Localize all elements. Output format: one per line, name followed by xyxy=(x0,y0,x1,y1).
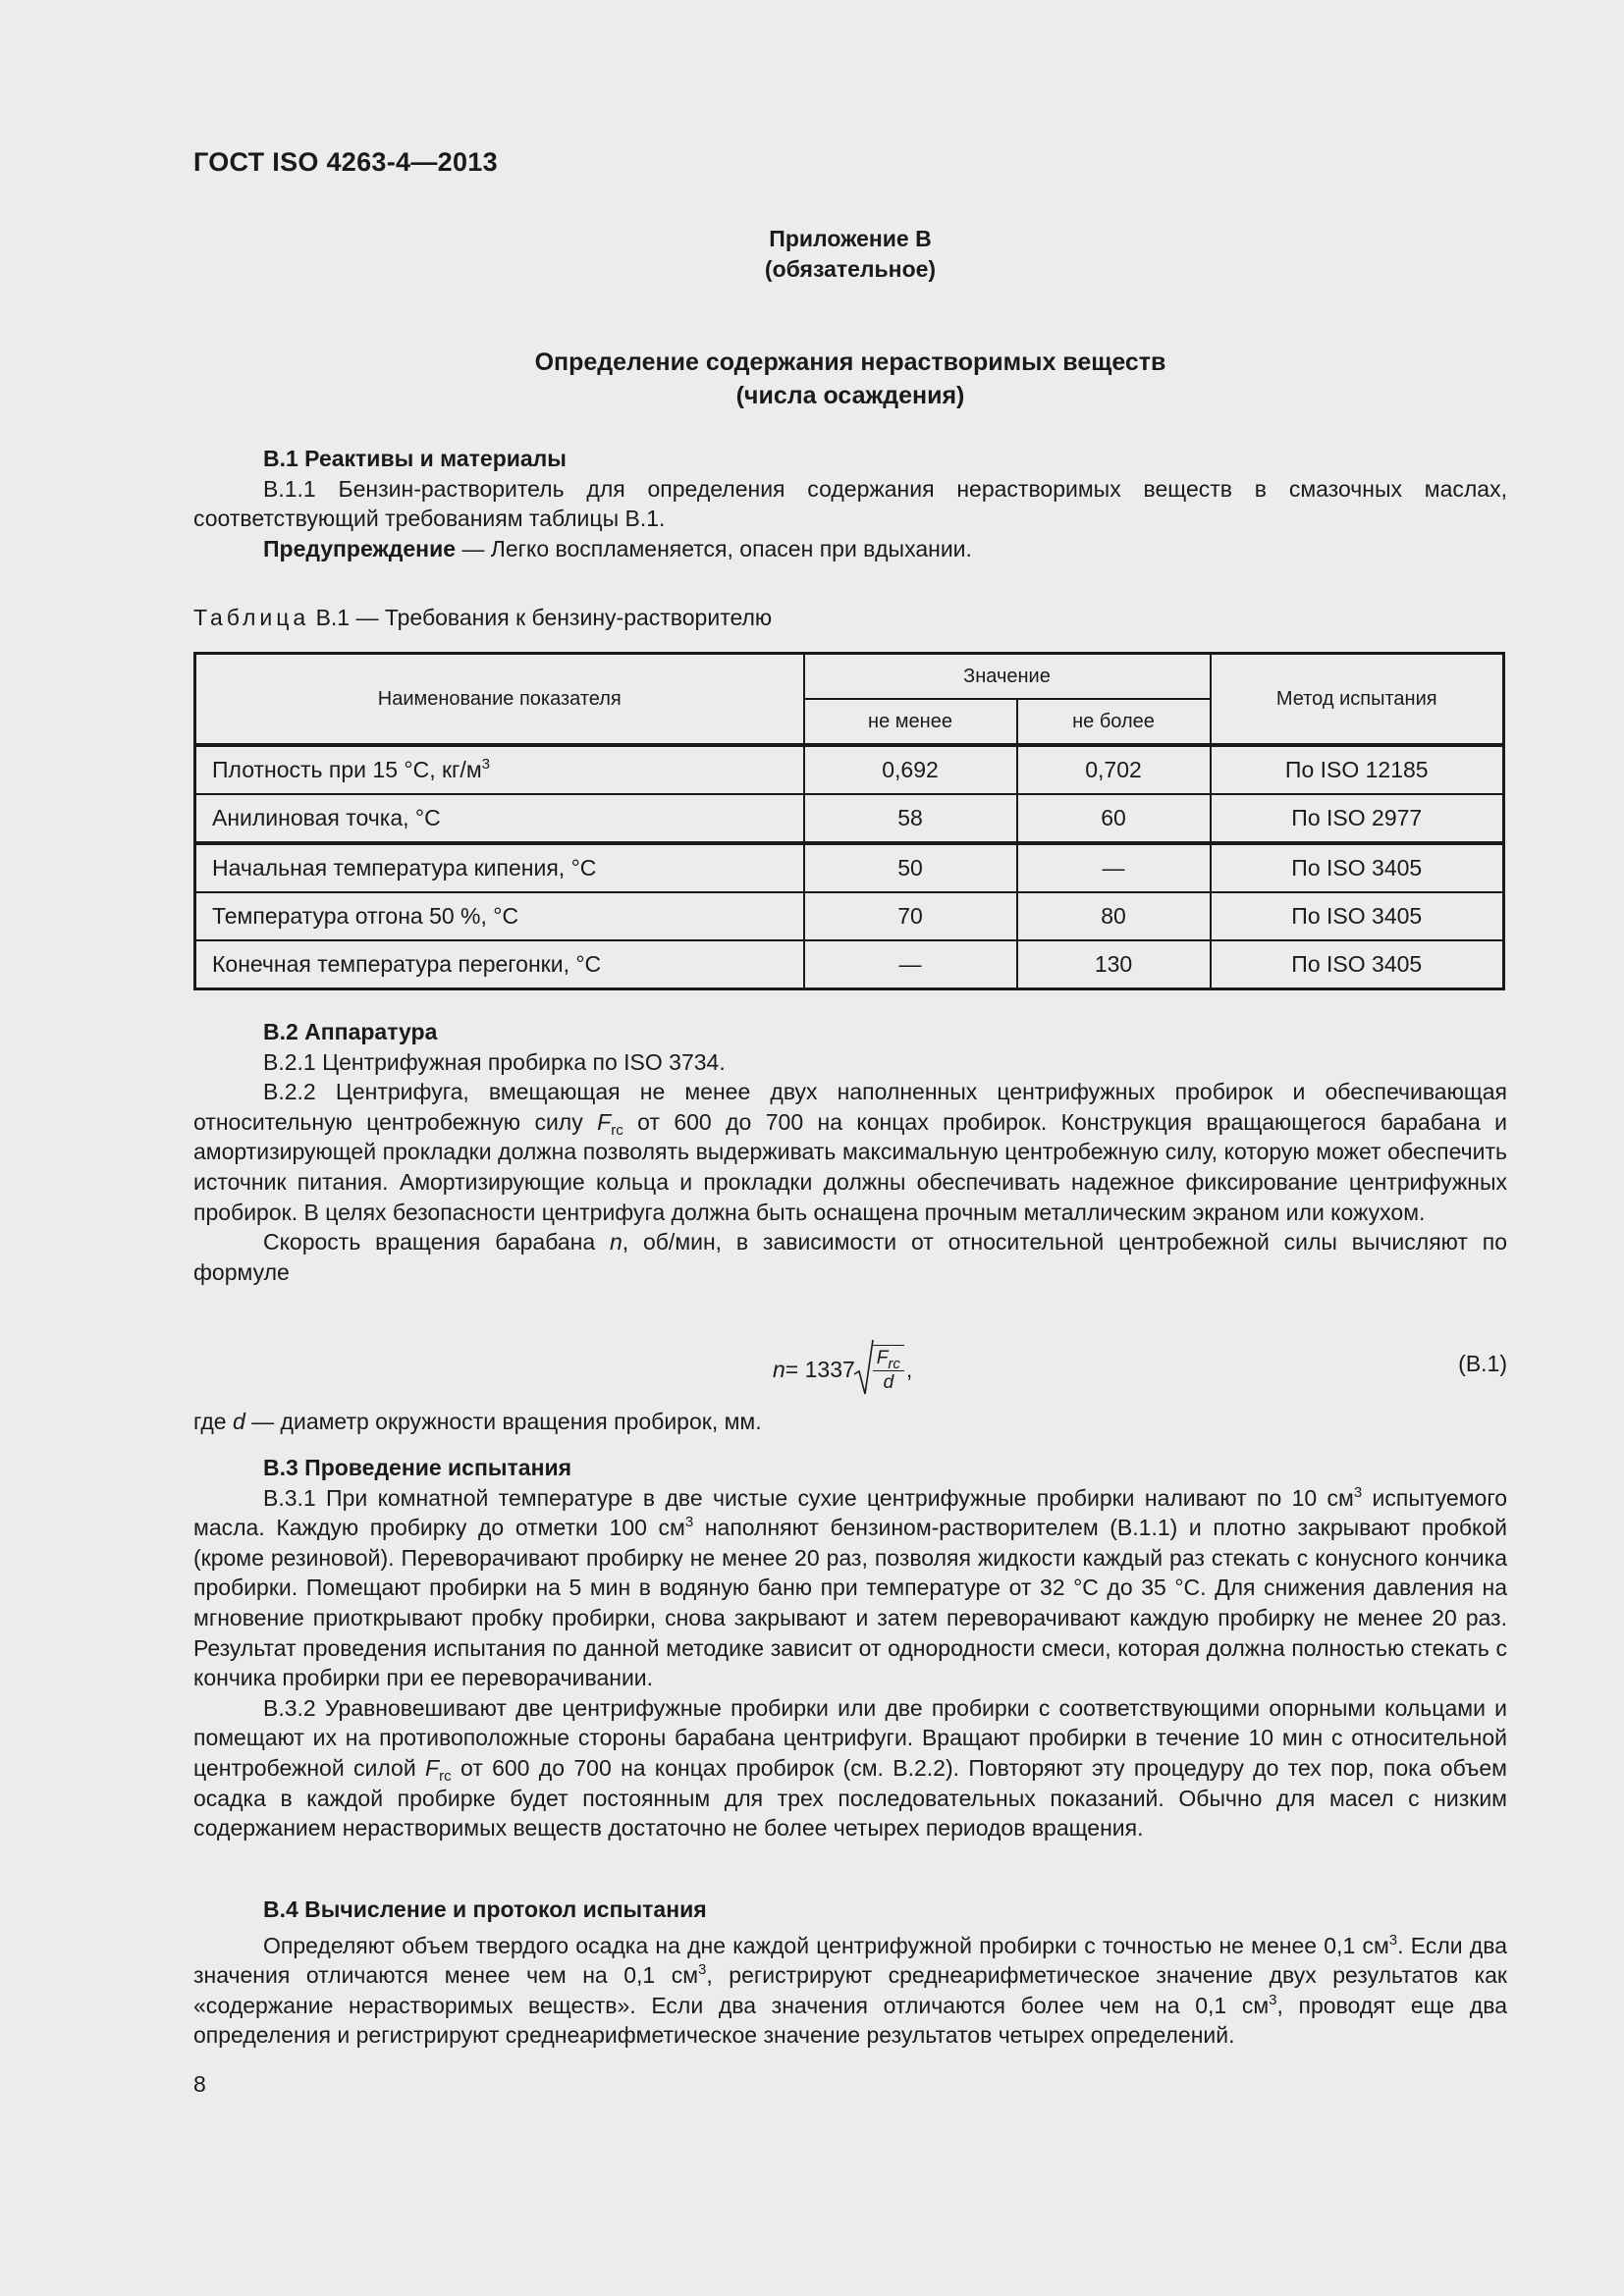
table-row xyxy=(195,892,1504,940)
col-header-max: не более xyxy=(1017,699,1211,745)
table-caption-label: Таблица xyxy=(193,605,310,630)
equation-number: (В.1) xyxy=(1458,1351,1507,1376)
section-b2-heading: В.2 Аппаратура xyxy=(263,1019,438,1044)
appendix-label: Приложение В xyxy=(769,226,932,251)
fraction xyxy=(873,1345,904,1394)
paragraph-b4: Определяют объем твердого осадка на дне каждой центрифужной пробирки с точностью не менее 0,1 $см^3$. Если два значения отличаются менее чем на 0,1 $см^3$, регистрируют среднеарифметическое значение двух результатов как «содержание нерастворимых веществ». Если два значения отличаются более чем на 0,1 $см^3$, проводят еще два определения и регистрируют среднеарифметическое значение результатов четырех определений. xyxy=(193,1931,1507,2049)
table-row xyxy=(195,745,1504,794)
cell-max: 0,702 xyxy=(1017,745,1211,794)
cell-max: — xyxy=(1017,843,1211,892)
title-line-1: Определение содержания нерастворимых веществ xyxy=(534,348,1166,376)
table-caption xyxy=(193,603,1507,633)
paragraph-b3-2: В.3.2 Уравновешивают две центрифужные пробирки или две пробирки с соответствующими опорными кольцами и помещают их на противоположные стороны барабана центрифуги. Вращают пробирки в течение 10 мин с относительной центробежной силой $F_{rc}$ от 600 до 700 на концах пробирок (см. В.2.2). Повторяют эту процедуру до тех пор, пока объем осадка в каждой пробирке будет постоянным для трех последовательных показаний. Обычно для масел с низким содержанием нерастворимых веществ достаточно не более четырех периодов вращения. xyxy=(193,1694,1507,1842)
cell-name: Начальная температура кипения, °С xyxy=(195,843,804,892)
table-caption-text: В.1 — Требования к бензину-растворителю xyxy=(309,605,773,630)
cell-method: По ISO 3405 xyxy=(1211,940,1504,989)
col-header-min: не менее xyxy=(804,699,1017,745)
cell-name: Плотность при 15 °С, $кг/м^3$ xyxy=(195,745,804,794)
table-row xyxy=(195,940,1504,989)
appendix-heading xyxy=(193,224,1507,285)
paragraph-b2-1: В.2.1 Центрифужная пробирка по ISO 3734. xyxy=(263,1048,726,1075)
section-b3 xyxy=(193,1453,1507,1843)
cell-method: По ISO 3405 xyxy=(1211,843,1504,892)
table-row xyxy=(195,794,1504,843)
paragraph-b2-2: В.2.2 Центрифуга, вмещающая не менее двух наполненных центрифужных пробирок и обеспечивающая относительную центробежную силу $F_{rc}$ от 600 до 700 на концах пробирок. Конструкция вращающегося барабана и амортизирующей прокладки должна позволять выдерживать максимальную центробежную силу, которую может обеспечить источник питания. Амортизирующие кольца и прокладки должны обеспечивать надежное фиксирование центрифужных пробирок. В целях безопасности центрифуга должна быть оснащена прочным металлическим экраном или кожухом. xyxy=(193,1079,1507,1225)
formula-b1 xyxy=(193,1335,1507,1396)
col-header-value: Значение xyxy=(804,654,1211,700)
table-row xyxy=(195,843,1504,892)
section-b4-heading: В.4 Вычисление и протокол испытания xyxy=(263,1896,707,1922)
cell-name: Конечная температура перегонки, °С xyxy=(195,940,804,989)
col-header-method: Метод испытания xyxy=(1211,654,1504,746)
formula-comma: , xyxy=(905,1356,913,1382)
cell-min: — xyxy=(804,940,1017,989)
warning-paragraph xyxy=(193,534,1507,564)
section-b2 xyxy=(193,1017,1507,1287)
paragraph-b1-1: В.1.1 Бензин-растворитель для определения содержания нерастворимых веществ в смазочных маслах, соответствующий требованиям таблицы В.1. xyxy=(193,475,1507,532)
formula-coefficient: = 1337 xyxy=(785,1356,855,1382)
cell-min: 58 xyxy=(804,794,1017,843)
requirements-table xyxy=(193,652,1505,990)
cell-method: По ISO 2977 xyxy=(1211,794,1504,843)
section-b1 xyxy=(193,444,1507,563)
formula-lhs: n xyxy=(773,1356,785,1382)
warning-label: Предупреждение xyxy=(263,535,456,561)
fraction-numerator: $F_{rc}$ xyxy=(873,1348,904,1371)
cell-name: Анилиновая точка, °С xyxy=(195,794,804,843)
radical-sign-icon xyxy=(853,1339,875,1396)
cell-min: 50 xyxy=(804,843,1017,892)
cell-method: По ISO 3405 xyxy=(1211,892,1504,940)
paragraph-speed: Скорость вращения барабана n, об/мин, в зависимости от относительной центробежной силы вычисляют по формуле xyxy=(193,1229,1507,1285)
section-b3-heading: В.3 Проведение испытания xyxy=(263,1455,572,1480)
cell-max: 130 xyxy=(1017,940,1211,989)
where-clause: где d — диаметр окружности вращения пробирок, мм. xyxy=(193,1409,762,1434)
cell-max: 60 xyxy=(1017,794,1211,843)
cell-name: Температура отгона 50 %, °С xyxy=(195,892,804,940)
fraction-denominator: d xyxy=(883,1372,894,1393)
appendix-status: (обязательное) xyxy=(764,256,937,282)
paragraph-b3-1: В.3.1 При комнатной температуре в две чистые сухие центрифужные пробирки наливают по 10 $см^3$ испытуемого масла. Каждую пробирку до отметки 100 $см^3$ наполняют бензином-растворителем (В.1.1) и плотно закрывают пробкой (кроме резиновой). Переворачивают пробирку не менее 20 раз, позволяя жидкости каждый раз стекать с конусного кончика пробирки. Помещают пробирки на 5 мин в водяную баню при температуре от 32 °С до 35 °С. Для снижения давления на мгновение приоткрывают пробку пробирки, снова закрывают и затем переворачивают каждую пробирку не менее 20 раз. Результат проведения испытания по данной методике зависит от однородности смеси, которая должна полностью стекать с кончика пробирки при ее переворачивании. xyxy=(193,1483,1507,1691)
cell-method: По ISO 12185 xyxy=(1211,745,1504,794)
section-b4 xyxy=(193,1895,1507,2051)
square-root xyxy=(857,1345,906,1394)
page-number: 8 xyxy=(193,2071,206,2097)
cell-max: 80 xyxy=(1017,892,1211,940)
cell-min: 0,692 xyxy=(804,745,1017,794)
cell-min: 70 xyxy=(804,892,1017,940)
col-header-name: Наименование показателя xyxy=(195,654,804,746)
appendix-title xyxy=(193,346,1507,412)
document-code-header: ГОСТ ISO 4263-4—2013 xyxy=(193,147,498,177)
warning-text: — Легко воспламеняется, опасен при вдыхании. xyxy=(456,535,972,561)
title-line-2: (числа осаждения) xyxy=(735,382,965,409)
section-b1-heading: В.1 Реактивы и материалы xyxy=(263,446,567,471)
